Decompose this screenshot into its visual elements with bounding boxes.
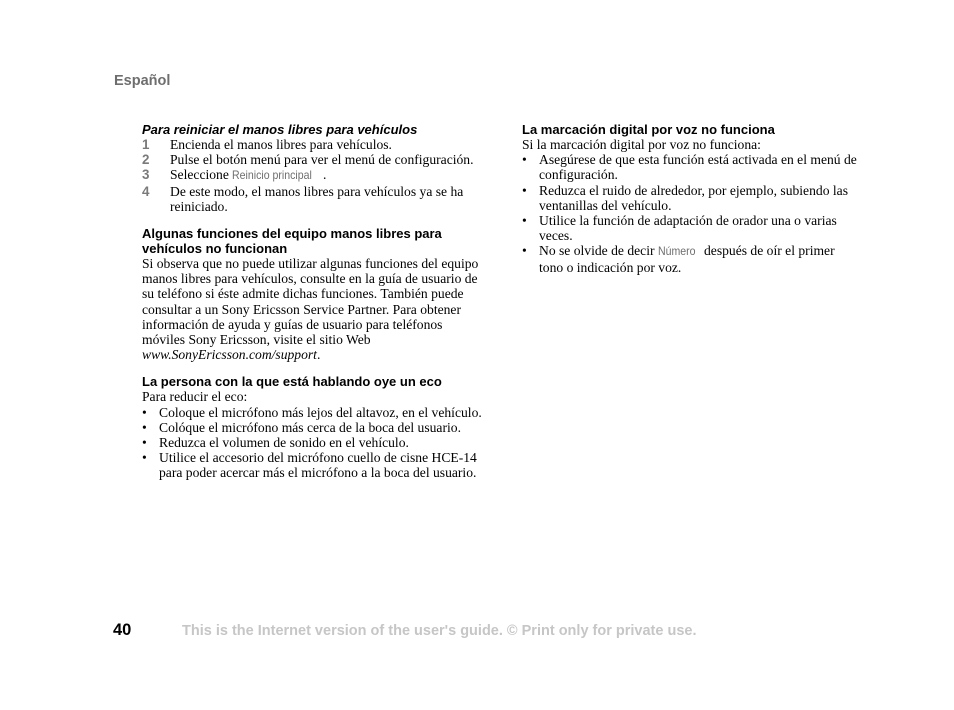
bullet: • — [142, 419, 147, 435]
list-item-text: Utilice la función de adaptación de orador una o varias veces. — [539, 213, 837, 244]
list-item-text: Asegúrese de que esta función está activada en el menú de configuración. — [539, 152, 857, 183]
list-item-text: Utilice el accesorio del micrófono cuello de cisne HCE-14 para poder acercar más el micrófono a la boca del usuario. — [159, 450, 477, 481]
list-text-before: No se olvide de decir — [539, 243, 658, 259]
voice-command-numero: Número — [657, 244, 696, 259]
step-number: 4 — [142, 183, 150, 199]
language-label: Español — [114, 73, 171, 89]
list-item-text: Colóque el micrófono más cerca de la boca del usuario. — [159, 419, 461, 435]
step-text: De este modo, el manos libres para vehículos ya se ha reiniciado. — [170, 183, 464, 214]
functions-text-end: . — [316, 347, 321, 363]
bullet: • — [522, 243, 527, 259]
step-number: 2 — [142, 152, 150, 168]
reset-steps — [142, 137, 482, 214]
page-number: 40 — [113, 621, 132, 639]
section-heading-functions: Algunas funciones del equipo manos libres para vehículos no funcionan — [142, 226, 442, 257]
step-text — [170, 167, 326, 183]
list-item — [522, 152, 862, 182]
list-text-after: después de oír el primer tono o indicación por voz. — [539, 243, 835, 275]
right-column — [522, 122, 862, 275]
step-number: 1 — [142, 137, 150, 152]
echo-intro: Para reducir el eco: — [142, 389, 248, 405]
menu-option-reset: Reinicio principal — [232, 168, 313, 183]
functions-text: Si observa que no puede utilizar algunas funciones del equipo manos libres para vehículos, consulte en la guía de usuario de su teléfono si éste admite dichas funciones. También puede consultar a un Sony Ericsson Service Partner. Para obtener información de ayuda y guías de usuario para teléfonos móviles Sony Ericsson, visite el sitio Web — [142, 256, 479, 348]
left-column — [142, 122, 482, 481]
list-item — [142, 405, 482, 420]
voice-bullets — [522, 152, 862, 275]
list-item — [522, 243, 862, 274]
step-text: Pulse el botón menú para ver el menú de configuración. — [170, 152, 474, 168]
list-item-text — [539, 243, 862, 274]
list-item-text: Coloque el micrófono más lejos del altavoz, en el vehículo. — [159, 404, 482, 420]
step-item — [142, 184, 482, 214]
list-item-text: Reduzca el volumen de sonido en el vehículo. — [159, 435, 409, 451]
list-item — [522, 183, 862, 213]
bullet: • — [522, 152, 527, 168]
list-item — [142, 450, 482, 480]
echo-bullets — [142, 405, 482, 481]
list-item — [142, 420, 482, 435]
bullet: • — [522, 182, 527, 198]
step-item — [142, 137, 482, 152]
bullet: • — [142, 404, 147, 420]
voice-intro: Si la marcación digital por voz no funciona: — [522, 137, 761, 152]
step-text-after: . — [323, 167, 327, 183]
list-item-text: Reduzca el ruido de alrededor, por ejemplo, subiendo las ventanillas del vehículo. — [539, 182, 848, 213]
internet-version-notice: This is the Internet version of the user's guide. © Print only for private use. — [182, 623, 697, 639]
list-item — [522, 213, 862, 243]
step-text-before: Seleccione — [170, 167, 233, 183]
support-url: www.SonyEricsson.com/support — [142, 347, 317, 363]
bullet: • — [142, 435, 147, 451]
section-heading-reset: Para reiniciar el manos libres para vehículos — [142, 122, 418, 137]
list-item — [142, 435, 482, 450]
section-heading-voice-dialing: La marcación digital por voz no funciona — [522, 122, 775, 137]
step-number: 3 — [142, 167, 150, 183]
bullet: • — [522, 213, 527, 229]
step-text: Encienda el manos libres para vehículos. — [170, 137, 392, 152]
section-heading-echo: La persona con la que está hablando oye un eco — [142, 374, 442, 390]
step-item — [142, 152, 482, 167]
functions-paragraph — [142, 256, 482, 362]
step-item — [142, 167, 482, 183]
bullet: • — [142, 450, 147, 466]
